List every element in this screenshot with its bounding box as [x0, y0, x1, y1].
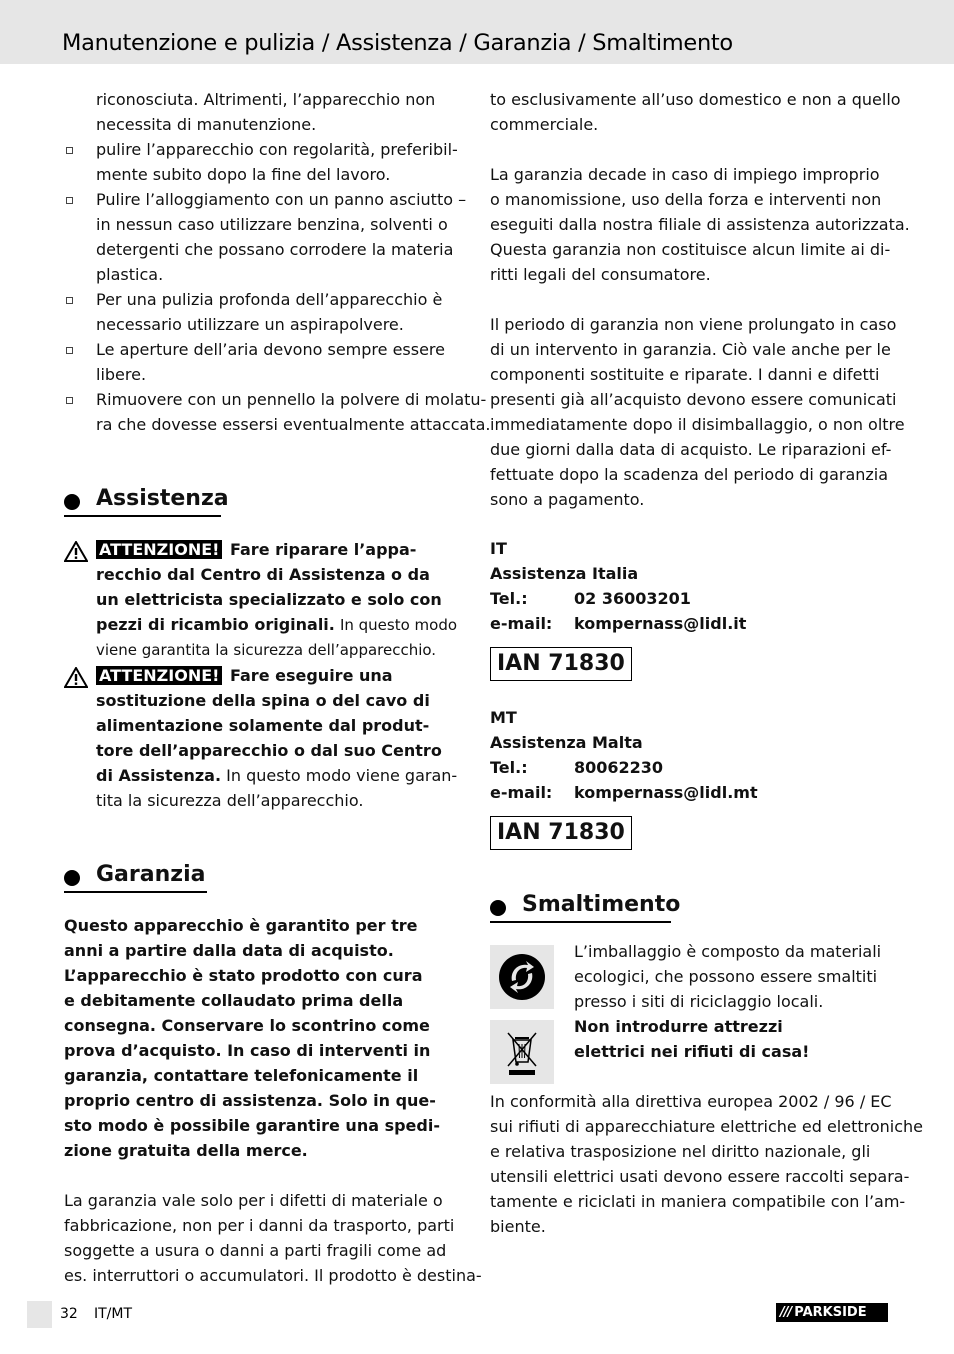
- text-line: fabbricazione, non per i danni da trasporto, parti: [64, 1216, 455, 1235]
- text-line: fettuate dopo la scadenza del periodo di garanzia: [490, 465, 889, 484]
- text-line: biente.: [490, 1217, 546, 1236]
- text-line: commerciale.: [490, 115, 599, 134]
- text-line: riconosciuta. Altrimenti, l’apparecchio non: [96, 90, 436, 109]
- bullet-square-icon: [66, 147, 73, 154]
- phone-number: 02 36003201: [574, 589, 691, 608]
- section-heading-garanzia: [64, 861, 464, 889]
- section-underline: [64, 891, 207, 893]
- warning-block: [64, 663, 464, 813]
- warning-triangle-icon: [64, 541, 88, 562]
- text-line: sui rifiuti di apparecchiature elettriche ed elettroniche: [490, 1117, 924, 1136]
- text-line: componenti sostituite e riparate. I danni e difetti: [490, 365, 880, 384]
- text-line: Questa garanzia non costituisce alcun limite ai di-: [490, 240, 891, 259]
- bullet-square-icon: [66, 347, 73, 354]
- text-line: garanzia, contattare telefonicamente il: [64, 1066, 419, 1085]
- text-line: Fare riparare l’appa-: [230, 540, 417, 559]
- text-line: tore dell’apparecchio o dal suo Centro: [96, 741, 442, 760]
- text-line: di un intervento in garanzia. Ciò vale anche per le: [490, 340, 891, 359]
- warning-block: [64, 537, 464, 663]
- text-line: Per una pulizia profonda dell’apparecchio è: [96, 290, 443, 309]
- text-line: anni a partire dalla data di acquisto.: [64, 941, 394, 960]
- page-number: 32: [60, 1306, 78, 1322]
- warranty-continuation: [490, 87, 901, 137]
- text-line: Non introdurre attrezzi: [574, 1017, 783, 1036]
- section-bullet-icon: [64, 870, 80, 886]
- text-line: detergenti che possano corrodere la materia: [96, 240, 454, 259]
- crossed-bin-icon: [490, 1020, 554, 1084]
- text-line: pezzi di ricambio originali.: [96, 615, 335, 634]
- text-line: sostituzione della spina o del cavo di: [96, 691, 430, 710]
- text-line: un elettricista specializzato e solo con: [96, 590, 442, 609]
- email-address: kompernass@lidl.mt: [574, 783, 758, 802]
- text-line: proprio centro di assistenza. Solo in que-: [64, 1091, 436, 1110]
- text-line: sono a pagamento.: [490, 490, 645, 509]
- text-line: presso i siti di riciclaggio locali.: [574, 992, 824, 1011]
- email-address: kompernass@lidl.it: [574, 614, 747, 633]
- text-line: Le aperture dell’aria devono sempre essere: [96, 340, 445, 359]
- text-line: immediatamente dopo il disimballaggio, o non oltre: [490, 415, 905, 434]
- contact-malta: [490, 705, 890, 850]
- warning-label: ATTENZIONE!: [96, 666, 222, 685]
- text-line: due giorni dalla data di acquisto. Le riparazioni ef-: [490, 440, 892, 459]
- text-line: di Assistenza.: [96, 766, 222, 785]
- section-title: Garanzia: [96, 862, 206, 887]
- bullet-item: [64, 387, 491, 437]
- text-line: recchio dal Centro di Assistenza o da: [96, 565, 430, 584]
- text-line: Rimuovere con un pennello la polvere di molatu-: [96, 390, 487, 409]
- text-line: Il periodo di garanzia non viene prolungato in caso: [490, 315, 897, 334]
- text-line: e debitamente collaudato prima della: [64, 991, 404, 1010]
- country-code: IT: [490, 539, 507, 558]
- text-line: consegna. Conservare lo scontrino come: [64, 1016, 430, 1035]
- service-name: Assistenza Malta: [490, 733, 643, 752]
- text-line: In conformità alla direttiva europea 2002 / 96 / EC: [490, 1092, 892, 1111]
- ian-box: IAN 71830: [490, 816, 632, 850]
- text-line: tita la sicurezza dell’apparecchio.: [96, 791, 364, 810]
- maintenance-continuation: [64, 87, 464, 137]
- text-line: eseguiti dalla nostra filiale di assistenza autorizzata.: [490, 215, 910, 234]
- text-line: in nessun caso utilizzare benzina, solventi o: [96, 215, 448, 234]
- page-title: Manutenzione e pulizia / Assistenza / Garanzia / Smaltimento: [62, 30, 733, 56]
- bullet-square-icon: [66, 397, 73, 404]
- bullet-item: [64, 137, 464, 187]
- section-bullet-icon: [490, 900, 506, 916]
- text-line: In questo modo viene garan-: [226, 766, 458, 785]
- language-code: IT/MT: [94, 1306, 133, 1322]
- section-title: Smaltimento: [522, 892, 681, 917]
- text-line: alimentazione solamente dal produt-: [96, 716, 430, 735]
- email-label: e-mail:: [490, 614, 553, 633]
- text-line: es. interruttori o accumulatori. Il prodotto è destina-: [64, 1266, 482, 1285]
- text-line: to esclusivamente all’uso domestico e non a quello: [490, 90, 901, 109]
- footer-tab: [27, 1301, 52, 1328]
- text-line: tamente e riciclati in maniera compatibile con l’am-: [490, 1192, 906, 1211]
- text-line: Questo apparecchio è garantito per tre: [64, 916, 418, 935]
- text-line: La garanzia decade in caso di impiego improprio: [490, 165, 880, 184]
- directive-paragraph: [490, 1089, 924, 1239]
- recycling-icon: [490, 945, 554, 1009]
- text-line: ecologici, che possono essere smaltiti: [574, 967, 878, 986]
- warranty-period-paragraph: [490, 312, 905, 512]
- text-line: L’apparecchio è stato prodotto con cura: [64, 966, 423, 985]
- right-column: [490, 87, 924, 1239]
- text-line: prova d’acquisto. In caso di interventi in: [64, 1041, 431, 1060]
- bullet-square-icon: [66, 297, 73, 304]
- text-line: ritti legali del consumatore.: [490, 265, 711, 284]
- text-line: necessita di manutenzione.: [96, 115, 317, 134]
- contact-italy: [490, 536, 890, 681]
- bullet-item: [64, 187, 467, 287]
- logo-text: PARKSIDE: [794, 1305, 867, 1320]
- country-code: MT: [490, 708, 517, 727]
- parkside-logo: [776, 1303, 888, 1322]
- bullet-item: [64, 337, 464, 387]
- warranty-bold-paragraph: [64, 913, 464, 1163]
- packaging-disposal: [490, 939, 890, 1014]
- text-line: mente subito dopo la fine del lavoro.: [96, 165, 391, 184]
- text-line: zione gratuita della merce.: [64, 1141, 308, 1160]
- text-line: e relativa trasposizione nel diritto nazionale, gli: [490, 1142, 871, 1161]
- phone-number: 80062230: [574, 758, 664, 777]
- text-line: plastica.: [96, 265, 164, 284]
- text-line: viene garantita la sicurezza dell’apparecchio.: [96, 641, 437, 659]
- section-title: Assistenza: [96, 486, 229, 511]
- logo-stripes: ///: [780, 1305, 792, 1320]
- text-line: utensili elettrici usati devono essere raccolti separa-: [490, 1167, 910, 1186]
- text-line: sto modo è possibile garantire una spedi-: [64, 1116, 440, 1135]
- section-heading-assistenza: [64, 485, 464, 513]
- warning-label: ATTENZIONE!: [96, 540, 222, 559]
- text-line: elettrici nei rifiuti di casa!: [574, 1042, 810, 1061]
- ian-box: IAN 71830: [490, 647, 632, 681]
- page-header: [0, 0, 954, 64]
- section-heading-smaltimento: [490, 891, 890, 919]
- left-column: [64, 87, 491, 1288]
- section-underline: [490, 921, 671, 923]
- section-underline: [64, 515, 221, 517]
- text-line: libere.: [96, 365, 147, 384]
- section-bullet-icon: [64, 494, 80, 510]
- email-label: e-mail:: [490, 783, 553, 802]
- text-line: soggette a usura o danni a parti fragili come ad: [64, 1241, 447, 1260]
- bullet-item: [64, 287, 464, 337]
- text-line: ra che dovesse essersi eventualmente attaccata.: [96, 415, 491, 434]
- text-line: pulire l’apparecchio con regolarità, preferibil-: [96, 140, 458, 159]
- text-line: necessario utilizzare un aspirapolvere.: [96, 315, 404, 334]
- text-line: o manomissione, uso della forza e interventi non: [490, 190, 882, 209]
- warranty-void-paragraph: [490, 162, 910, 287]
- text-line: L’imballaggio è composto da materiali: [574, 942, 882, 961]
- phone-label: Tel.:: [490, 758, 528, 777]
- weee-disposal: [490, 1014, 890, 1089]
- warranty-paragraph: [64, 1188, 482, 1288]
- text-line: La garanzia vale solo per i difetti di materiale o: [64, 1191, 443, 1210]
- text-line: Pulire l’alloggiamento con un panno asciutto –: [96, 190, 467, 209]
- text-line: Fare eseguire una: [230, 666, 393, 685]
- phone-label: Tel.:: [490, 589, 528, 608]
- bullet-square-icon: [66, 197, 73, 204]
- warning-triangle-icon: [64, 667, 88, 688]
- service-name: Assistenza Italia: [490, 564, 639, 583]
- text-line: presenti già all’acquisto devono essere comunicati: [490, 390, 897, 409]
- text-line: In questo modo: [339, 616, 458, 634]
